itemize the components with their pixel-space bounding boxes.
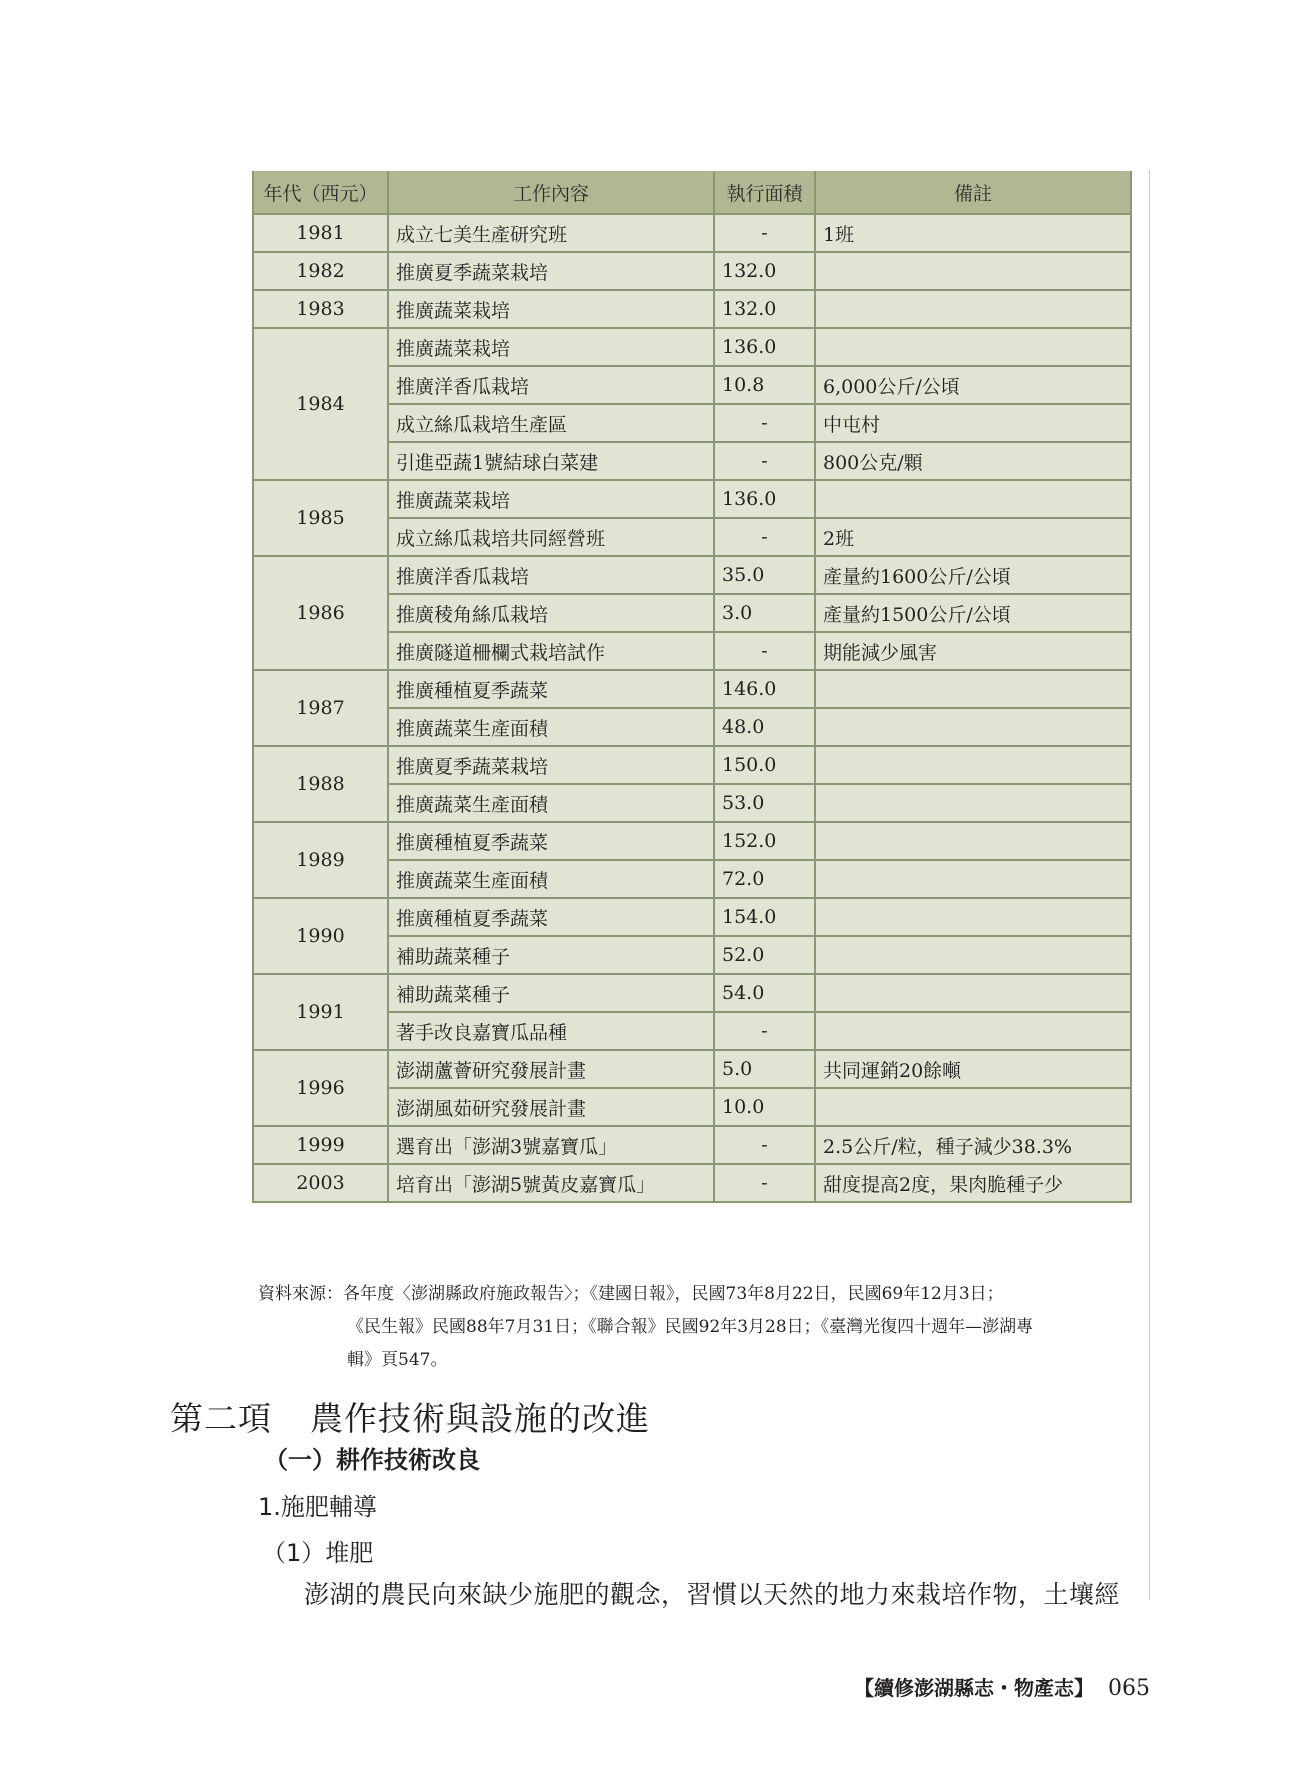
- note-cell: [815, 1088, 1131, 1126]
- area-cell: 10.8: [714, 366, 815, 404]
- area-cell: 150.0: [714, 746, 815, 784]
- area-cell: 136.0: [714, 328, 815, 366]
- page-number: 065: [1108, 1676, 1150, 1701]
- source-line-3: 輯》頁547。: [347, 1350, 448, 1370]
- note-cell: [815, 252, 1131, 290]
- section-heading: [170, 1393, 650, 1440]
- area-cell: -: [714, 518, 815, 556]
- table-body: [253, 214, 1131, 1202]
- year-cell: 1991: [253, 974, 388, 1050]
- area-cell: 35.0: [714, 556, 815, 594]
- work-cell: 推廣蔬菜栽培: [388, 328, 714, 366]
- area-cell: -: [714, 214, 815, 252]
- area-cell: -: [714, 442, 815, 480]
- work-cell: 推廣夏季蔬菜栽培: [388, 252, 714, 290]
- area-cell: 10.0: [714, 1088, 815, 1126]
- work-cell: 成立七美生產研究班: [388, 214, 714, 252]
- source-note: [258, 1278, 1138, 1377]
- area-cell: -: [714, 1126, 815, 1164]
- work-cell: 補助蔬菜種子: [388, 936, 714, 974]
- year-cell: 1982: [253, 252, 388, 290]
- table-row: [253, 670, 1131, 708]
- note-cell: 6,000公斤/公頃: [815, 366, 1131, 404]
- table-row: [253, 328, 1131, 366]
- work-cell: 推廣種植夏季蔬菜: [388, 670, 714, 708]
- area-cell: 53.0: [714, 784, 815, 822]
- table-row: [253, 1050, 1131, 1088]
- header-work: 工作內容: [388, 171, 714, 214]
- table-row: [253, 252, 1131, 290]
- year-cell: 1989: [253, 822, 388, 898]
- table-header-row: [253, 171, 1131, 214]
- note-cell: [815, 860, 1131, 898]
- area-cell: 154.0: [714, 898, 815, 936]
- note-cell: 1班: [815, 214, 1131, 252]
- year-cell: 1987: [253, 670, 388, 746]
- work-cell: 推廣洋香瓜栽培: [388, 366, 714, 404]
- work-cell: 推廣蔬菜栽培: [388, 290, 714, 328]
- area-cell: -: [714, 404, 815, 442]
- note-cell: [815, 290, 1131, 328]
- area-cell: 132.0: [714, 290, 815, 328]
- area-cell: 146.0: [714, 670, 815, 708]
- work-cell: 推廣種植夏季蔬菜: [388, 898, 714, 936]
- work-cell: 推廣蔬菜栽培: [388, 480, 714, 518]
- work-cell: 推廣隧道柵欄式栽培試作: [388, 632, 714, 670]
- year-cell: 1985: [253, 480, 388, 556]
- header-year: 年代（西元）: [253, 171, 388, 214]
- work-cell: 著手改良嘉寶瓜品種: [388, 1012, 714, 1050]
- note-cell: 產量約1600公斤/公頃: [815, 556, 1131, 594]
- note-cell: [815, 898, 1131, 936]
- year-cell: 1988: [253, 746, 388, 822]
- area-cell: 132.0: [714, 252, 815, 290]
- note-cell: 2.5公斤/粒，種子減少38.3%: [815, 1126, 1131, 1164]
- area-cell: 72.0: [714, 860, 815, 898]
- work-cell: 推廣稜角絲瓜栽培: [388, 594, 714, 632]
- area-cell: 54.0: [714, 974, 815, 1012]
- note-cell: [815, 784, 1131, 822]
- section-title: 農作技術與設施的改進: [310, 1399, 650, 1438]
- work-cell: 補助蔬菜種子: [388, 974, 714, 1012]
- area-cell: -: [714, 632, 815, 670]
- work-cell: 澎湖風茹研究發展計畫: [388, 1088, 714, 1126]
- table-row: [253, 746, 1131, 784]
- work-cell: 成立絲瓜栽培生產區: [388, 404, 714, 442]
- work-cell: 推廣種植夏季蔬菜: [388, 822, 714, 860]
- work-cell: 引進亞蔬1號結球白菜建: [388, 442, 714, 480]
- table-row: [253, 290, 1131, 328]
- work-cell: 澎湖蘆薈研究發展計畫: [388, 1050, 714, 1088]
- area-cell: 5.0: [714, 1050, 815, 1088]
- table-row: [253, 214, 1131, 252]
- table-row: [253, 1164, 1131, 1202]
- header-area: 執行面積: [714, 171, 815, 214]
- table-row: [253, 556, 1131, 594]
- table-row: [253, 1126, 1131, 1164]
- note-cell: 期能減少風害: [815, 632, 1131, 670]
- footer-book-title: 【續修澎湖縣志・物產志】: [854, 1676, 1094, 1700]
- year-cell: 1999: [253, 1126, 388, 1164]
- note-cell: [815, 1012, 1131, 1050]
- area-cell: 3.0: [714, 594, 815, 632]
- note-cell: 甜度提高2度，果肉脆種子少: [815, 1164, 1131, 1202]
- year-cell: 1990: [253, 898, 388, 974]
- section-number: 第二項: [170, 1399, 272, 1438]
- work-cell: 推廣蔬菜生產面積: [388, 860, 714, 898]
- note-cell: [815, 822, 1131, 860]
- header-note: 備註: [815, 171, 1131, 214]
- note-cell: 800公克/顆: [815, 442, 1131, 480]
- work-cell: 推廣洋香瓜栽培: [388, 556, 714, 594]
- body-paragraph: 澎湖的農民向來缺少施肥的觀念，習慣以天然的地力來栽培作物，土壤經: [304, 1580, 1121, 1609]
- work-cell: 推廣蔬菜生產面積: [388, 784, 714, 822]
- note-cell: [815, 974, 1131, 1012]
- page-margin-rule: [1149, 170, 1150, 1600]
- area-cell: 48.0: [714, 708, 815, 746]
- note-cell: 2班: [815, 518, 1131, 556]
- work-cell: 推廣夏季蔬菜栽培: [388, 746, 714, 784]
- area-cell: -: [714, 1164, 815, 1202]
- note-cell: 中屯村: [815, 404, 1131, 442]
- area-cell: -: [714, 1012, 815, 1050]
- work-cell: 成立絲瓜栽培共同經營班: [388, 518, 714, 556]
- work-cell: 推廣蔬菜生產面積: [388, 708, 714, 746]
- note-cell: [815, 746, 1131, 784]
- area-cell: 152.0: [714, 822, 815, 860]
- year-cell: 1981: [253, 214, 388, 252]
- year-cell: 1986: [253, 556, 388, 670]
- year-cell: 2003: [253, 1164, 388, 1202]
- note-cell: [815, 708, 1131, 746]
- area-cell: 136.0: [714, 480, 815, 518]
- table-row: [253, 974, 1131, 1012]
- note-cell: 產量約1500公斤/公頃: [815, 594, 1131, 632]
- page-footer: [854, 1672, 1150, 1701]
- subheading-fertilizer: 1.施肥輔導: [258, 1493, 377, 1521]
- note-cell: [815, 328, 1131, 366]
- table-row: [253, 480, 1131, 518]
- work-cell: 培育出「澎湖5號黃皮嘉寶瓜」: [388, 1164, 714, 1202]
- year-cell: 1996: [253, 1050, 388, 1126]
- note-cell: 共同運銷20餘噸: [815, 1050, 1131, 1088]
- year-cell: 1984: [253, 328, 388, 480]
- year-cell: 1983: [253, 290, 388, 328]
- note-cell: [815, 480, 1131, 518]
- subheading-cultivation: （一）耕作技術改良: [264, 1445, 480, 1474]
- area-cell: 52.0: [714, 936, 815, 974]
- table-row: [253, 898, 1131, 936]
- note-cell: [815, 670, 1131, 708]
- vegetable-promotion-table: [252, 171, 1132, 1203]
- note-cell: [815, 936, 1131, 974]
- table-row: [253, 822, 1131, 860]
- source-line-1: 資料來源：各年度〈澎湖縣政府施政報告〉；《建國日報》，民國73年8月22日，民國69年12月3日；: [258, 1284, 1004, 1304]
- subheading-compost: （1）堆肥: [262, 1539, 374, 1567]
- work-cell: 選育出「澎湖3號嘉寶瓜」: [388, 1126, 714, 1164]
- source-line-2: 《民生報》民國88年7月31日；《聯合報》民國92年3月28日；《臺灣光復四十週年—澎湖專: [347, 1317, 1034, 1337]
